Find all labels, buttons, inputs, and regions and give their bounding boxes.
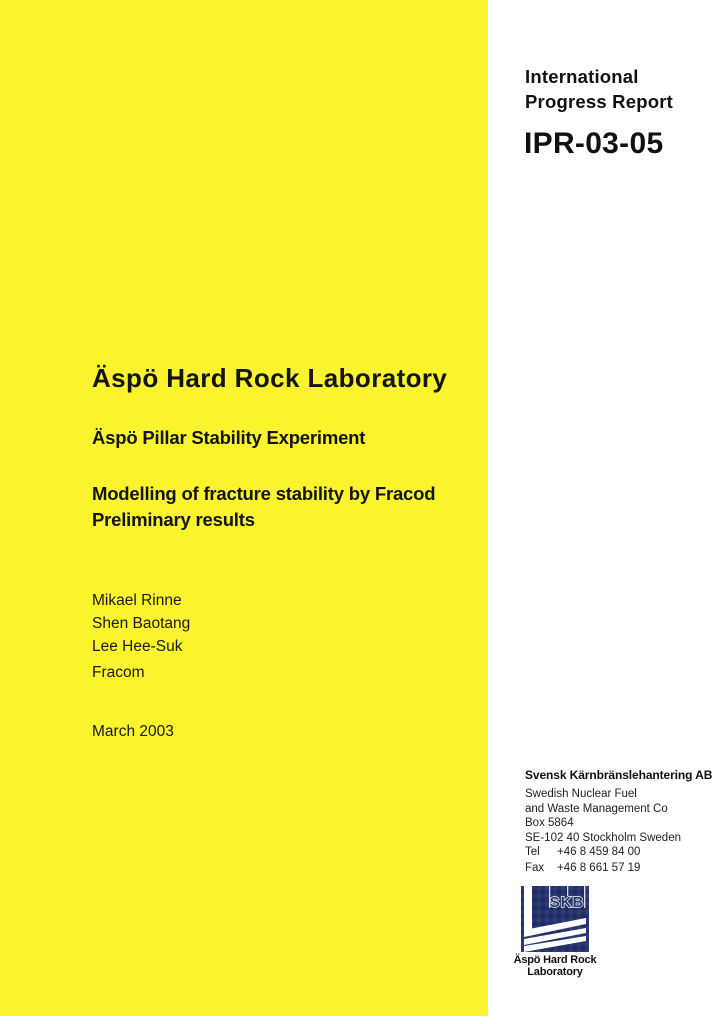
publisher-tel-line <box>525 845 715 860</box>
skb-logo-letters: SKB <box>549 894 585 911</box>
report-type-line1: International <box>525 66 639 87</box>
logo-caption-line2: Laboratory <box>527 965 583 978</box>
skb-logo-icon <box>521 886 589 952</box>
author-list <box>92 589 190 658</box>
tel-label: Tel <box>525 846 540 859</box>
logo-caption-line1: Äspö Hard Rock <box>513 954 597 966</box>
skb-logo-block <box>512 886 598 978</box>
report-number: IPR-03-05 <box>524 127 664 160</box>
publisher-block <box>525 768 715 876</box>
report-title-line2: Preliminary results <box>92 509 255 530</box>
fax-number: +46 8 661 57 19 <box>557 861 641 874</box>
publisher-fax-line <box>525 861 715 876</box>
publisher-address-line: Swedish Nuclear Fuel <box>525 788 637 800</box>
experiment-title: Äspö Pillar Stability Experiment <box>92 427 366 448</box>
tel-number: +46 8 459 84 00 <box>557 846 641 859</box>
publisher-address-line: and Waste Management Co <box>525 802 668 815</box>
author-affiliation: Fracom <box>92 664 145 681</box>
publication-date: March 2003 <box>92 723 174 740</box>
publisher-name: Svensk Kärnbränslehantering AB <box>525 768 713 782</box>
report-title <box>92 481 435 533</box>
report-type-label <box>525 64 673 114</box>
fax-label: Fax <box>525 861 545 874</box>
logo-caption <box>512 955 598 978</box>
publisher-address-line: SE-102 40 Stockholm Sweden <box>525 831 681 844</box>
report-title-line1: Modelling of fracture stability by Fracod <box>92 483 436 504</box>
author-name: Shen Baotang <box>92 615 191 632</box>
report-type-line2: Progress Report <box>525 91 673 112</box>
author-name: Lee Hee-Suk <box>92 638 183 655</box>
lab-title: Äspö Hard Rock Laboratory <box>92 363 448 393</box>
author-name: Mikael Rinne <box>92 592 182 609</box>
publisher-address-line: Box 5864 <box>525 817 574 830</box>
